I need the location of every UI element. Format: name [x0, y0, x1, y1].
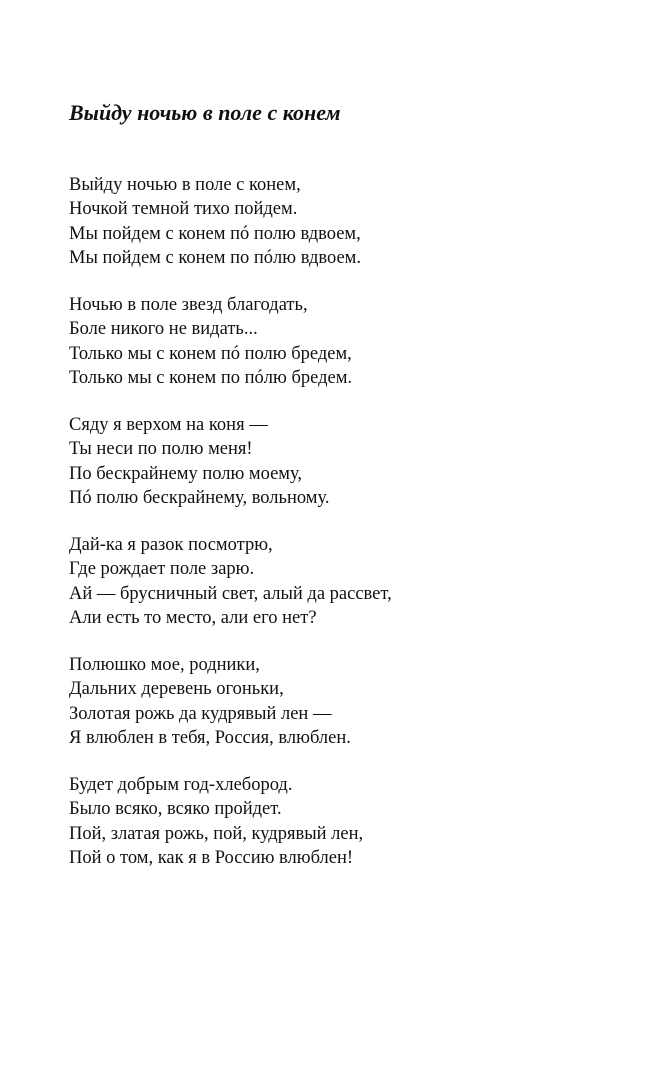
stanza	[69, 293, 352, 390]
poem-line: Было всяко, всяко пройдет.	[69, 799, 282, 820]
poem-line: Дай-ка я разок посмотрю,	[69, 535, 273, 555]
poem-line: Али есть то место, али его нет?	[69, 607, 317, 628]
poem-line: Сяду я верхом на коня —	[69, 415, 268, 435]
poem-line: Полюшко мое, родники,	[69, 655, 260, 675]
poem-line: Дальних деревень огоньки,	[69, 679, 284, 700]
poem-line: Только мы с конем по пóлю бредем.	[69, 367, 353, 388]
poem-line: Мы пойдем с конем по пóлю вдвоем.	[69, 247, 362, 268]
stanza	[69, 653, 351, 750]
poem-line: Только мы с конем пó полю бредем,	[69, 343, 352, 364]
poem-line: Боле никого не видать...	[69, 319, 258, 340]
poem-line: Будет добрым год-хлебород.	[69, 775, 293, 795]
stanza	[69, 413, 330, 510]
poem-line: Ай — брусничный свет, алый да рассвет,	[69, 583, 392, 604]
stanza	[69, 173, 361, 270]
poem-line: Ночью в поле звезд благодать,	[69, 295, 308, 315]
poem-line: Выйду ночью в поле с конем,	[69, 175, 301, 195]
stanza	[69, 533, 392, 630]
poem-line: Золотая рожь да кудрявый лен —	[69, 703, 332, 724]
poem-line: Ты неси по полю меня!	[69, 439, 253, 460]
poem-title: Выйду ночью в поле с конем	[69, 100, 341, 125]
poem-line: Где рождает поле зарю.	[69, 559, 255, 580]
poem-line: По бескрайнему полю моему,	[69, 463, 303, 484]
poem-line: Ночкой темной тихо пойдем.	[69, 199, 298, 220]
poem-line: Мы пойдем с конем пó полю вдвоем,	[69, 223, 361, 244]
poem-line: Пой, златая рожь, пой, кудрявый лен,	[69, 823, 364, 844]
poem-line: Пó полю бескрайнему, вольному.	[69, 487, 330, 508]
poem-line: Пой о том, как я в Россию влюблен!	[69, 847, 354, 868]
poem-line: Я влюблен в тебя, Россия, влюблен.	[69, 727, 351, 748]
stanza	[69, 773, 363, 870]
